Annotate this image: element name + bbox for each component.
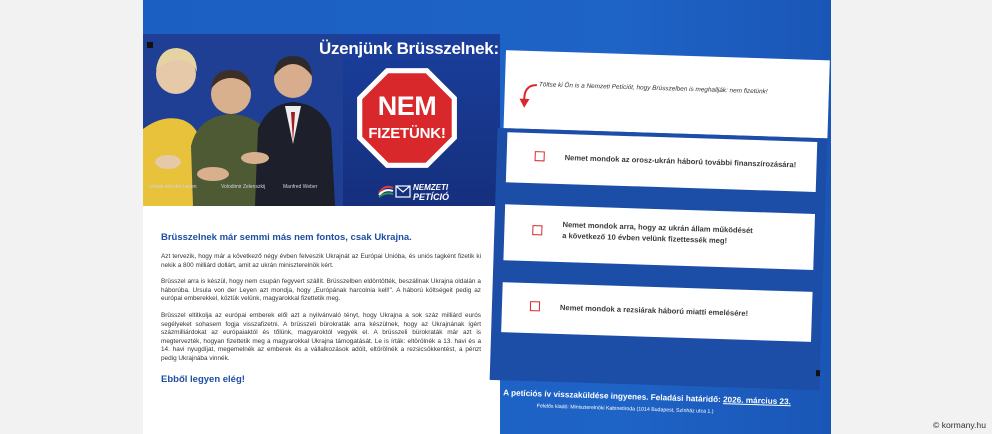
- logo-text-nemzeti: NEMZETI: [413, 183, 449, 192]
- stop-sign-line2: FIZETÜNK!: [368, 125, 446, 142]
- footer-text: A petíciós ív visszaküldése ingyenes. Feladási határidő:: [503, 388, 724, 405]
- article-paragraph: Brüsszel arra is készül, hogy nem csupán fegyvert szállít. Brüsszelben eldöntötték, beszállnak Ukrajna oldalán a háborúba. Ursula von der Leyen azt mondja, hogy „Európának harcolnia kell!". A háború költségeit pedig az európai emberekkel, köztük velünk, magyarokkal fizettetik meg.: [161, 278, 481, 303]
- article-closing: Ebből legyen elég!: [161, 373, 245, 385]
- article: [161, 232, 481, 385]
- question-checkbox[interactable]: [535, 151, 545, 161]
- stop-sign-line1: NEM: [377, 91, 437, 121]
- caption-weber: Manfred Weber: [283, 184, 318, 190]
- question-text: Nemet mondok a rezsiárak háború miatti emelésére!: [559, 303, 749, 318]
- question-text: Nemet mondok az orosz-ukrán háború további finanszírozására!: [564, 153, 797, 170]
- question-row: [501, 282, 812, 342]
- caption-von-der-leyen: Ursula von der Leyen: [149, 184, 197, 190]
- question-text-line2: a következő 10 évben velünk fizettessék meg!: [562, 231, 728, 246]
- form-header: [504, 50, 830, 138]
- logo-text-peticio: PETÍCIÓ: [413, 192, 450, 202]
- crop-mark: [147, 42, 153, 48]
- footer-deadline: 2026. március 23.: [722, 395, 791, 407]
- question-row: [503, 204, 815, 270]
- curved-arrow-icon: [514, 78, 541, 109]
- leaflet-page: [143, 34, 500, 434]
- article-headline: Brüsszelnek már semmi más nem fontos, csak Ukrajna.: [161, 232, 412, 243]
- question-checkbox[interactable]: [530, 301, 540, 311]
- question-checkbox[interactable]: [532, 225, 542, 235]
- image-credit: © kormany.hu: [933, 420, 986, 430]
- banner-title: Üzenjünk Brüsszelnek:: [319, 39, 499, 58]
- banner: [143, 34, 500, 206]
- form-body: [490, 128, 828, 415]
- crop-mark: [816, 370, 820, 376]
- form-instruction: Töltse ki Ön is a Nemzeti Petíciót, hogy Brüsszelben is meghallják: nem fizetünk!: [538, 81, 768, 96]
- article-paragraph: Azt tervezik, hogy már a következő négy évben felveszik Ukrajnát az Európai Unióba, és uniós tagként fizetik ki nekik a 800 milliárd dollárt, amit az ukrán miniszterelnök kért.: [161, 253, 481, 269]
- politicians-photo: [143, 34, 343, 206]
- question-row: [506, 132, 817, 192]
- question-text: Nemet mondok arra, hogy az ukrán állam működését: [562, 220, 753, 236]
- petition-form: [490, 50, 830, 415]
- caption-zelenszkij: Volodimir Zelenszkij: [221, 184, 266, 190]
- article-paragraph: Brüsszel eltitkolja az európai emberek elől azt a nyilvánvaló tényt, hogy Ukrajna a sok száz milliárd eurós segélyeket sohasem fogja visszafizetni. A brüsszeli bürokraták arra készülnek, hogy az Ukrajnának ígért százmilliárdokat az európaiaktól és tőlünk, magyaroktól vegyék el. A brüsszeli bürokraták már azt is megtervezték, hogyan fizettetik meg a magyarokkal Ukrajna támogatását. Le is írták: eltörölnék a 13. havi és a 14. havi nyugdíjat, megemelnék az emberek és a vállalkozások adóit, eltörölnék a rezsicsökkentést, a pénzt pedig Ukrajnába vinnék.: [161, 311, 481, 362]
- form-publisher: Felelős kiadó: Miniszterelnöki Kabinetiroda (1014 Budapest, Színház utca 1.): [536, 403, 714, 415]
